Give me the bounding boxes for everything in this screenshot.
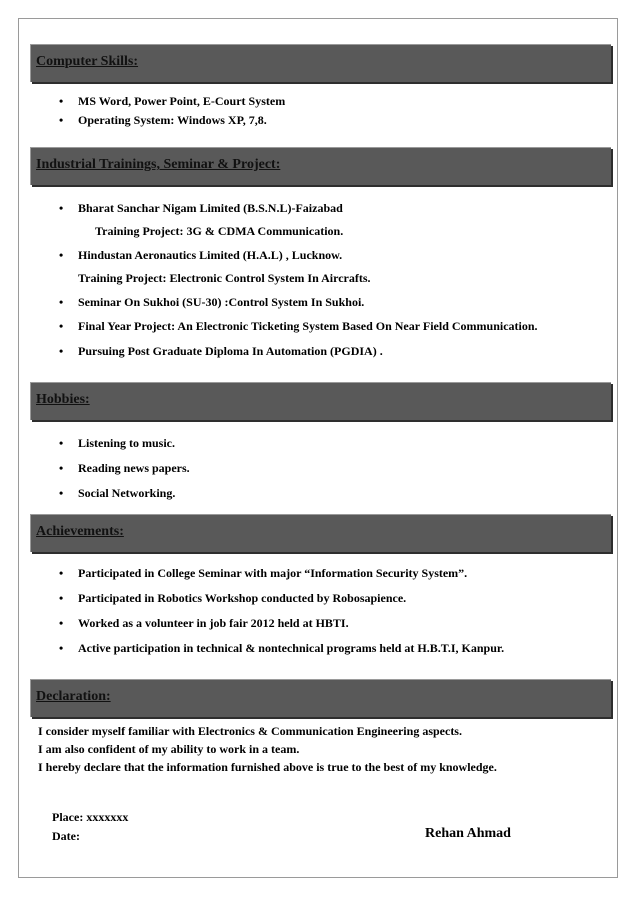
achievement-item: • Participated in Robotics Workshop conducted by Robosapience. [78,591,406,605]
computer-skills-title: Computer Skills: [36,54,139,69]
achievements-title: Achievements: [36,524,124,539]
computer-skills-header [30,44,611,82]
training-project-line: Training Project: Electronic Control System In Aircrafts. [78,271,371,285]
training-item: • Pursuing Post Graduate Diploma In Automation (PGDIA) . [78,344,383,358]
date-label: Date: [52,829,80,843]
place-label: Place: xxxxxxx [52,810,129,824]
achievement-item: • Participated in College Seminar with major “Information Security System”. [78,566,467,580]
declaration-title: Declaration: [36,689,111,704]
training-item: • Seminar On Sukhoi (SU-30) :Control System In Sukhoi. [78,295,364,309]
declaration-line: I hereby declare that the information furnished above is true to the best of my knowledge. [38,760,497,774]
computer-skill-item: • Operating System: Windows XP, 7,8. [78,113,267,127]
declaration-line: I am also confident of my ability to work in a team. [38,742,300,756]
hobbies-title: Hobbies: [36,392,90,407]
hobby-item: • Social Networking. [78,486,175,500]
declaration-header [30,679,611,717]
training-item: • Hindustan Aeronautics Limited (H.A.L) , Lucknow. [78,248,342,262]
training-item: • Bharat Sanchar Nigam Limited (B.S.N.L)-Faizabad [78,201,343,215]
hobbies-header [30,382,611,420]
trainings-header [30,147,611,185]
signature-name: Rehan Ahmad [425,826,511,841]
training-item: • Final Year Project: An Electronic Ticketing System Based On Near Field Communication. [78,319,538,333]
trainings-title: Industrial Trainings, Seminar & Project: [36,157,281,172]
hobby-item: • Reading news papers. [78,461,190,475]
achievement-item: • Worked as a volunteer in job fair 2012 held at HBTI. [78,616,349,630]
declaration-line: I consider myself familiar with Electronics & Communication Engineering aspects. [38,724,462,738]
achievements-header [30,514,611,552]
achievement-item: • Active participation in technical & nontechnical programs held at H.B.T.I, Kanpur. [78,641,504,655]
computer-skill-item: • MS Word, Power Point, E-Court System [78,94,285,108]
hobby-item: • Listening to music. [78,436,175,450]
training-project-line: Training Project: 3G & CDMA Communication. [95,224,344,238]
